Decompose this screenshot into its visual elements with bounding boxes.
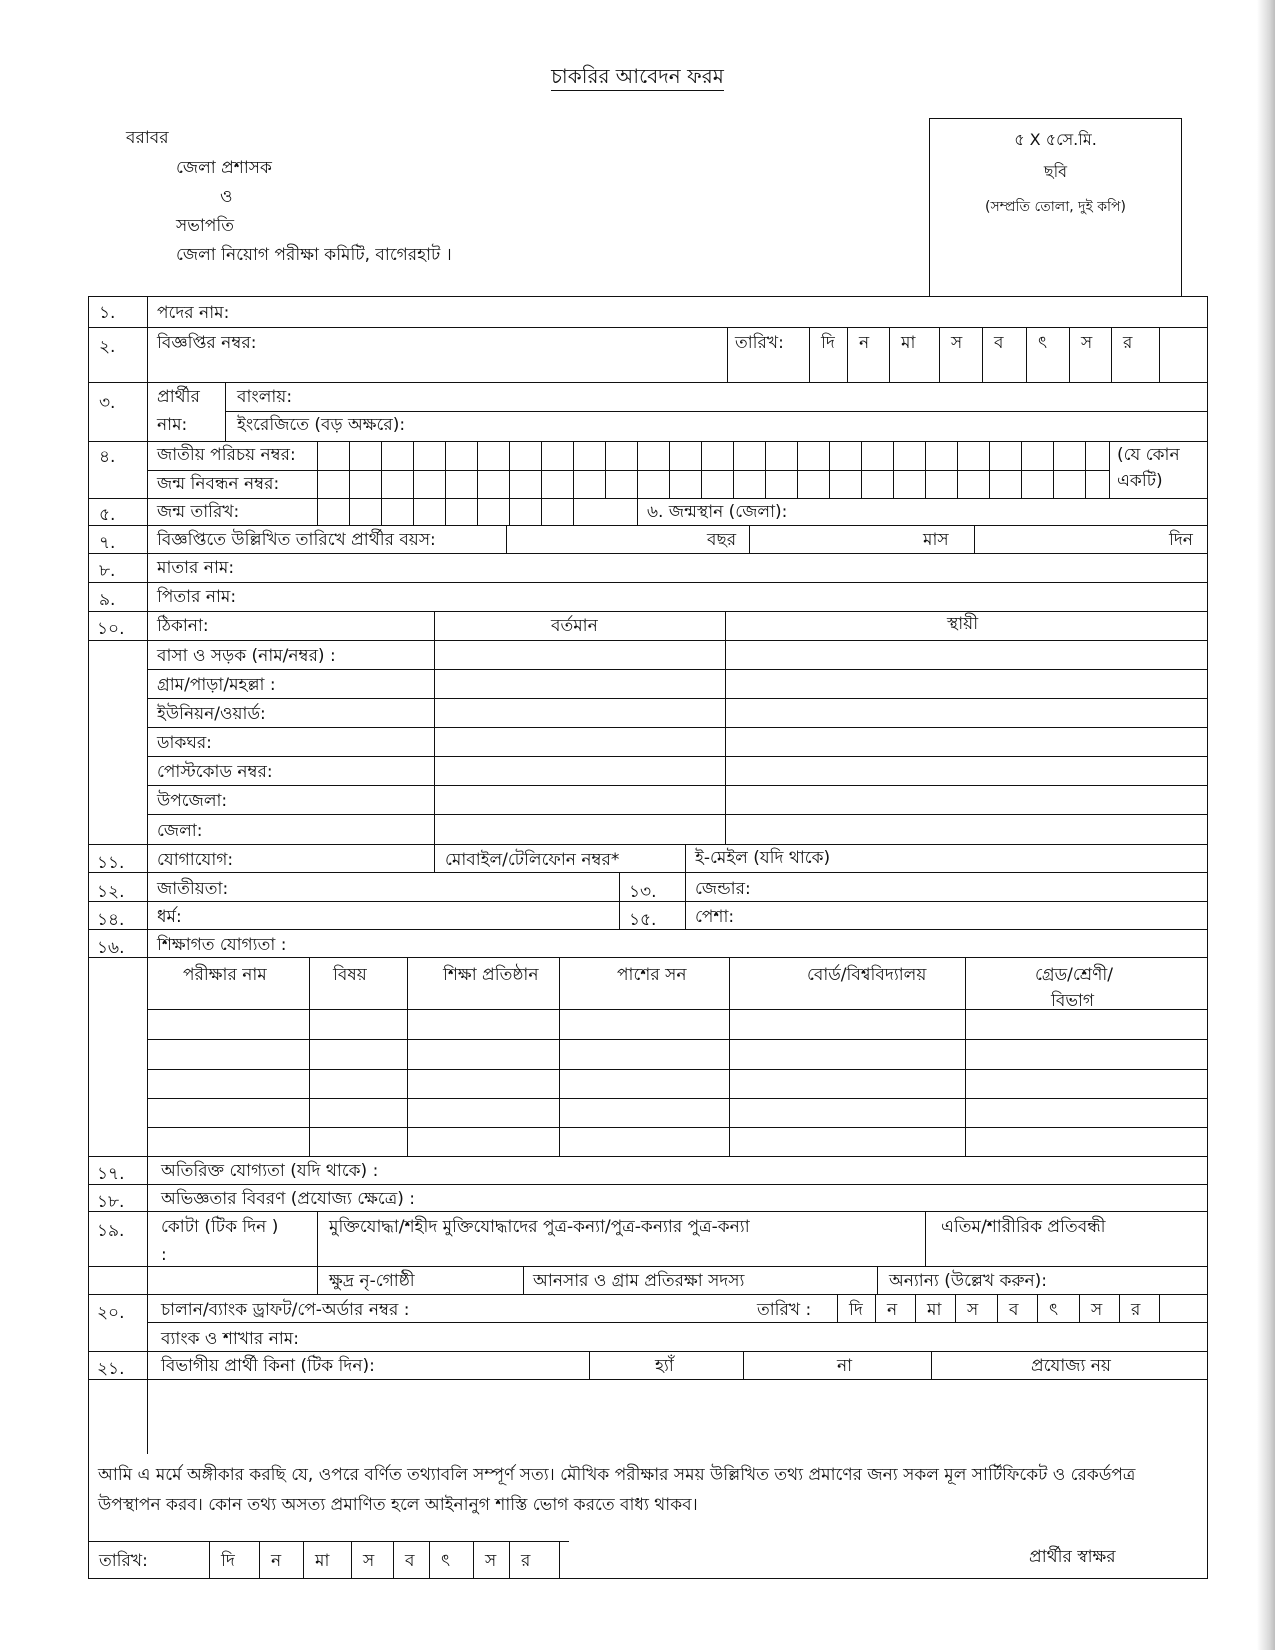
row-divider xyxy=(147,1322,1207,1323)
row-divider xyxy=(1159,1294,1160,1322)
address-line1: জেলা প্রশাসক xyxy=(176,158,272,178)
contact-label: যোগাযোগ: xyxy=(157,850,234,870)
row-divider xyxy=(573,441,574,498)
date-digit-box[interactable]: স xyxy=(1081,333,1093,353)
name-bangla-label[interactable]: বাংলায়: xyxy=(237,387,293,407)
row-divider xyxy=(925,441,926,498)
field-number: ১০. xyxy=(97,619,125,639)
date-digit-box[interactable]: ব xyxy=(1009,1300,1019,1320)
row-divider xyxy=(1111,327,1112,382)
row-divider xyxy=(89,327,1207,328)
age-label: বিজ্ঞপ্তিতে উল্লিখিত তারিখে প্রার্থীর বয়স: xyxy=(157,530,436,550)
signature-label[interactable]: প্রার্থীর স্বাক্ষর xyxy=(1029,1547,1116,1567)
row-divider xyxy=(89,441,1207,442)
date-digit-box[interactable]: ৎ xyxy=(1049,1300,1059,1320)
field-number: ১৬. xyxy=(97,938,125,958)
address-row-label: ইউনিয়ন/ওয়ার্ড: xyxy=(157,704,266,724)
age-days-label[interactable]: দিন xyxy=(1169,530,1193,550)
row-divider xyxy=(669,441,670,498)
bank-branch-label[interactable]: ব্যাংক ও শাখার নাম: xyxy=(161,1329,299,1349)
row-divider xyxy=(877,1266,878,1294)
row-divider xyxy=(147,698,1207,699)
date-digit-box[interactable]: স xyxy=(1091,1300,1103,1320)
date-digit-box[interactable]: স xyxy=(951,333,963,353)
address-line2: ও xyxy=(220,187,233,207)
row-divider xyxy=(89,1156,1207,1157)
education-column-header: গ্রেড/শ্রেণী/ xyxy=(1035,965,1113,985)
date-digit-box[interactable]: ন xyxy=(887,1300,898,1320)
circular-number-label[interactable]: বিজ্ঞপ্তির নম্বর: xyxy=(157,333,257,353)
row-divider xyxy=(989,441,990,498)
address-line4: জেলা নিয়োগ পরীক্ষা কমিটি, বাগেরহাট । xyxy=(176,245,452,265)
row-divider xyxy=(147,1098,1207,1099)
row-divider xyxy=(957,441,958,498)
education-column-header: বিভাগ xyxy=(1051,991,1095,1011)
footer-date-digit[interactable]: ব xyxy=(405,1551,415,1571)
row-divider xyxy=(434,844,435,872)
row-divider xyxy=(727,327,728,382)
row-divider xyxy=(523,1266,524,1294)
row-divider xyxy=(317,441,318,498)
row-divider xyxy=(837,1294,838,1322)
row-divider xyxy=(259,1541,260,1578)
row-divider xyxy=(1119,1294,1120,1322)
field-number: ৫. xyxy=(99,505,116,525)
field-number: ১. xyxy=(99,303,116,323)
row-divider xyxy=(89,1211,1207,1212)
row-divider xyxy=(997,1294,998,1322)
row-divider xyxy=(506,525,507,553)
photo-label: ছবি xyxy=(1043,162,1068,181)
age-years-label[interactable]: বছর xyxy=(707,530,737,550)
row-divider xyxy=(559,1541,560,1578)
quota-colon: : xyxy=(161,1245,167,1265)
row-divider xyxy=(317,1266,318,1294)
row-divider xyxy=(303,1541,304,1578)
field-number: ৯. xyxy=(99,590,116,610)
field-number: ১৩. xyxy=(629,882,657,902)
row-divider xyxy=(89,929,1207,930)
row-divider xyxy=(445,441,446,498)
row-divider xyxy=(875,1294,876,1322)
row-divider xyxy=(701,441,702,498)
row-divider xyxy=(1079,1294,1080,1322)
photo-size: ৫ X ৫সে.মি. xyxy=(1014,130,1097,149)
row-divider xyxy=(445,498,446,525)
photo-box[interactable] xyxy=(929,118,1182,296)
row-divider xyxy=(147,727,1207,728)
religion-label[interactable]: ধর্ম: xyxy=(157,907,182,927)
row-divider xyxy=(147,1069,1207,1070)
mother-name-label[interactable]: মাতার নাম: xyxy=(157,558,235,578)
row-divider xyxy=(861,441,862,498)
challan-number-label[interactable]: চালান/ব্যাংক ড্রাফট/পে-অর্ডার নম্বর : xyxy=(161,1300,410,1320)
father-name-label[interactable]: পিতার নাম: xyxy=(157,587,237,607)
row-divider xyxy=(1026,327,1027,382)
row-divider xyxy=(89,1184,1207,1185)
row-divider xyxy=(317,498,318,525)
date-digit-box[interactable]: মা xyxy=(901,333,916,353)
row-divider xyxy=(573,498,574,525)
address-line3: সভাপতি xyxy=(176,216,234,236)
date-digit-box[interactable]: ব xyxy=(994,333,1004,353)
date-digit-box[interactable]: র xyxy=(1123,333,1133,353)
row-divider xyxy=(147,1039,1207,1040)
date-digit-box[interactable]: দি xyxy=(821,333,835,353)
row-divider xyxy=(1085,441,1086,498)
row-divider xyxy=(1037,1294,1038,1322)
row-divider xyxy=(89,611,1207,612)
row-divider xyxy=(381,441,382,498)
date-digit-box[interactable]: র xyxy=(1131,1300,1141,1320)
education-column-header: বিষয় xyxy=(333,965,367,985)
row-divider xyxy=(209,1541,210,1578)
date-digit-box[interactable]: মা xyxy=(927,1300,942,1320)
row-divider xyxy=(89,1379,1207,1380)
row-divider xyxy=(509,441,510,498)
row-divider xyxy=(89,1266,1207,1267)
field-number: ৭. xyxy=(99,533,116,553)
row-divider xyxy=(89,1294,1207,1295)
row-divider xyxy=(89,498,1207,499)
field-number: ১৭. xyxy=(97,1164,125,1184)
row-divider xyxy=(89,553,1207,554)
row-divider xyxy=(982,327,983,382)
date-digit-box[interactable]: ৎ xyxy=(1038,333,1048,353)
mobile-label[interactable]: মোবাইল/টেলিফোন নম্বর* xyxy=(445,850,620,870)
row-divider xyxy=(589,1351,590,1379)
row-divider xyxy=(541,441,542,498)
scan-edge-shadow xyxy=(1257,0,1275,1650)
row-divider xyxy=(351,1541,352,1578)
education-column-header: শিক্ষা প্রতিষ্ঠান xyxy=(443,965,539,985)
row-divider xyxy=(509,1541,510,1578)
row-divider xyxy=(89,872,1207,873)
gender-label[interactable]: জেন্ডার: xyxy=(695,879,751,899)
nationality-label[interactable]: জাতীয়তা: xyxy=(157,879,229,899)
address-row-label: গ্রাম/পাড়া/মহল্লা : xyxy=(157,675,276,695)
email-label[interactable]: ই-মেইল (যদি থাকে) xyxy=(695,848,831,868)
row-divider xyxy=(429,1541,430,1578)
dob-label: জন্ম তারিখ: xyxy=(157,502,240,522)
footer-date-digit[interactable]: ৎ xyxy=(441,1551,451,1571)
row-divider xyxy=(541,498,542,525)
candidate-label: প্রার্থীর xyxy=(157,387,200,407)
row-divider xyxy=(974,525,975,553)
row-divider xyxy=(147,1127,1207,1128)
education-column-header: বোর্ড/বিশ্ববিদ্যালয় xyxy=(807,965,927,985)
address-label: ঠিকানা: xyxy=(157,616,209,636)
address-row-label: বাসা ও সড়ক (নাম/নম্বর) : xyxy=(157,646,336,666)
row-divider xyxy=(89,1541,569,1542)
name-english-label[interactable]: ইংরেজিতে (বড় অক্ষরে): xyxy=(237,415,406,435)
row-divider xyxy=(89,844,1207,845)
field-number: ১৮. xyxy=(97,1192,125,1212)
row-divider xyxy=(847,327,848,382)
address-row-label: উপজেলা: xyxy=(157,791,228,811)
field-number: ২০. xyxy=(97,1303,125,1323)
row-divider xyxy=(147,470,1109,471)
field-number: ১৫. xyxy=(629,910,657,930)
row-divider xyxy=(89,382,1207,383)
footer-date-digit[interactable]: র xyxy=(521,1551,531,1571)
either-one-note-line2: একটি) xyxy=(1117,471,1163,491)
post-name-label[interactable]: পদের নাম: xyxy=(157,303,230,323)
form-title: চাকরির আবেদন ফরম xyxy=(0,62,1275,95)
row-divider xyxy=(381,498,382,525)
row-divider xyxy=(915,1294,916,1322)
quota-label: কোটা (টিক দিন ) xyxy=(161,1217,279,1237)
row-divider xyxy=(147,1009,1207,1010)
address-row-label: ডাকঘর: xyxy=(157,733,212,753)
row-divider xyxy=(637,498,638,525)
row-divider xyxy=(89,640,1207,641)
row-divider xyxy=(829,441,830,498)
form-table xyxy=(88,296,1208,1579)
row-divider xyxy=(349,498,350,525)
address-row-label: পোস্টকোড নম্বর: xyxy=(157,762,273,782)
education-label: শিক্ষাগত যোগ্যতা : xyxy=(157,935,287,955)
row-divider xyxy=(939,327,940,382)
row-divider xyxy=(89,525,1207,526)
quota-ansar-vdp[interactable]: আনসার ও গ্রাম প্রতিরক্ষা সদস্য xyxy=(533,1271,745,1291)
challan-date-label: তারিখ : xyxy=(757,1300,812,1320)
row-divider xyxy=(89,582,1207,583)
field-number: ১৯. xyxy=(97,1221,125,1241)
row-divider xyxy=(931,1351,932,1379)
row-divider xyxy=(809,327,810,382)
birthplace-label[interactable]: ৬. জন্মস্থান (জেলা): xyxy=(647,502,788,522)
row-divider xyxy=(925,1211,926,1266)
row-divider xyxy=(889,327,890,382)
field-number: ২. xyxy=(99,337,116,357)
row-divider xyxy=(393,1541,394,1578)
quota-freedom-fighter[interactable]: মুক্তিযোদ্ধা/শহীদ মুক্তিযোদ্ধাদের পুত্র-কন্যা/পুত্র-কন্যার পুত্র-কন্যা xyxy=(329,1217,750,1237)
date-digit-box[interactable]: স xyxy=(967,1300,979,1320)
field-number: ১২. xyxy=(97,882,125,902)
row-divider xyxy=(1159,327,1160,382)
row-divider xyxy=(605,441,606,498)
quota-orphan-disabled[interactable]: এতিম/শারীরিক প্রতিবন্ধী xyxy=(941,1217,1106,1237)
field-number: ৮. xyxy=(99,561,116,581)
row-divider xyxy=(1109,441,1110,498)
row-divider xyxy=(225,411,1207,412)
address-row-label: জেলা: xyxy=(157,821,203,841)
row-divider xyxy=(477,441,478,498)
row-divider xyxy=(477,498,478,525)
row-divider xyxy=(637,441,638,498)
extra-qualification-label[interactable]: অতিরিক্ত যোগ্যতা (যদি থাকে) : xyxy=(161,1161,379,1181)
nid-label: জাতীয় পরিচয় নম্বর: xyxy=(157,445,296,465)
row-divider xyxy=(147,814,1207,815)
departmental-no[interactable]: না xyxy=(837,1356,853,1376)
departmental-yes[interactable]: হ্যাঁ xyxy=(655,1356,674,1376)
birth-reg-label: জন্ম নিবন্ধন নম্বর: xyxy=(157,474,280,494)
row-divider xyxy=(317,1211,318,1266)
row-divider xyxy=(89,957,1207,958)
declaration-text: আমি এ মর্মে অঙ্গীকার করছি যে, ওপরে বর্ণিত তথ্যাবলি সম্পূর্ণ সত্য। মৌখিক পরীক্ষার সময় উল্লিখিত তথ্য প্রমাণের জন্য সকল মূল সার্টিফিকেট ও রেকর্ডপত্র উপস্থাপন করব। কোন তথ্য অসত্য প্রমাণিত হলে আইনানুগ শাস্তি ভোগ করতে বাধ্য থাকব। xyxy=(98,1465,1136,1515)
field-number: ৩. xyxy=(99,393,116,413)
education-column-header: পরীক্ষার নাম xyxy=(183,965,267,985)
row-divider xyxy=(147,785,1207,786)
occupation-label[interactable]: পেশা: xyxy=(695,907,735,927)
either-one-note-line1: (যে কোন xyxy=(1117,445,1180,465)
footer-date-digit[interactable]: স xyxy=(485,1551,497,1571)
footer-date-digit[interactable]: মা xyxy=(315,1551,330,1571)
photo-note: (সম্প্রতি তোলা, দুই কপি) xyxy=(984,199,1126,215)
departmental-na[interactable]: প্রযোজ্য নয় xyxy=(1031,1356,1111,1376)
row-divider xyxy=(473,1541,474,1578)
row-divider xyxy=(955,1294,956,1322)
row-divider xyxy=(1021,441,1022,498)
row-divider xyxy=(765,441,766,498)
row-divider xyxy=(413,441,414,498)
row-divider xyxy=(733,441,734,498)
field-number: ২১. xyxy=(97,1359,125,1379)
row-divider xyxy=(797,441,798,498)
field-number: ৪. xyxy=(99,447,116,467)
row-divider xyxy=(413,498,414,525)
row-divider xyxy=(349,441,350,498)
row-divider xyxy=(147,1266,148,1294)
quota-ethnic-minority[interactable]: ক্ষুদ্র নৃ-গোষ্ঠী xyxy=(329,1271,415,1291)
row-divider xyxy=(89,901,1207,902)
row-divider xyxy=(893,441,894,498)
row-divider xyxy=(147,669,1207,670)
field-number: ১৪. xyxy=(97,910,125,930)
row-divider xyxy=(509,498,510,525)
date-digit-box[interactable]: দি xyxy=(849,1300,863,1320)
row-divider xyxy=(743,1351,744,1379)
footer-date-digit[interactable]: ন xyxy=(271,1551,282,1571)
row-divider xyxy=(749,525,750,553)
footer-date-label: তারিখ: xyxy=(99,1551,148,1571)
address-to: বরাবর xyxy=(126,128,169,148)
circular-date-label: তারিখ: xyxy=(735,333,784,353)
field-number: ১১. xyxy=(97,853,125,873)
row-divider xyxy=(1069,327,1070,382)
age-months-label[interactable]: মাস xyxy=(923,530,949,550)
row-divider xyxy=(1053,441,1054,498)
experience-label[interactable]: অভিজ্ঞতার বিবরণ (প্রযোজ্য ক্ষেত্রে) : xyxy=(161,1189,415,1209)
row-divider xyxy=(89,1351,1207,1352)
departmental-label: বিভাগীয় প্রার্থী কিনা (টিক দিন): xyxy=(161,1356,375,1376)
quota-other[interactable]: অন্যান্য (উল্লেখ করুন): xyxy=(889,1271,1048,1291)
date-digit-box[interactable]: ন xyxy=(859,333,870,353)
permanent-address-header: স্থায়ী xyxy=(947,614,979,634)
footer-date-digit[interactable]: স xyxy=(363,1551,375,1571)
name-label: নাম: xyxy=(157,415,188,435)
present-address-header: বর্তমান xyxy=(551,616,598,636)
row-divider xyxy=(685,844,686,872)
footer-date-digit[interactable]: দি xyxy=(221,1551,235,1571)
education-column-header: পাশের সন xyxy=(617,965,687,985)
row-divider xyxy=(147,756,1207,757)
